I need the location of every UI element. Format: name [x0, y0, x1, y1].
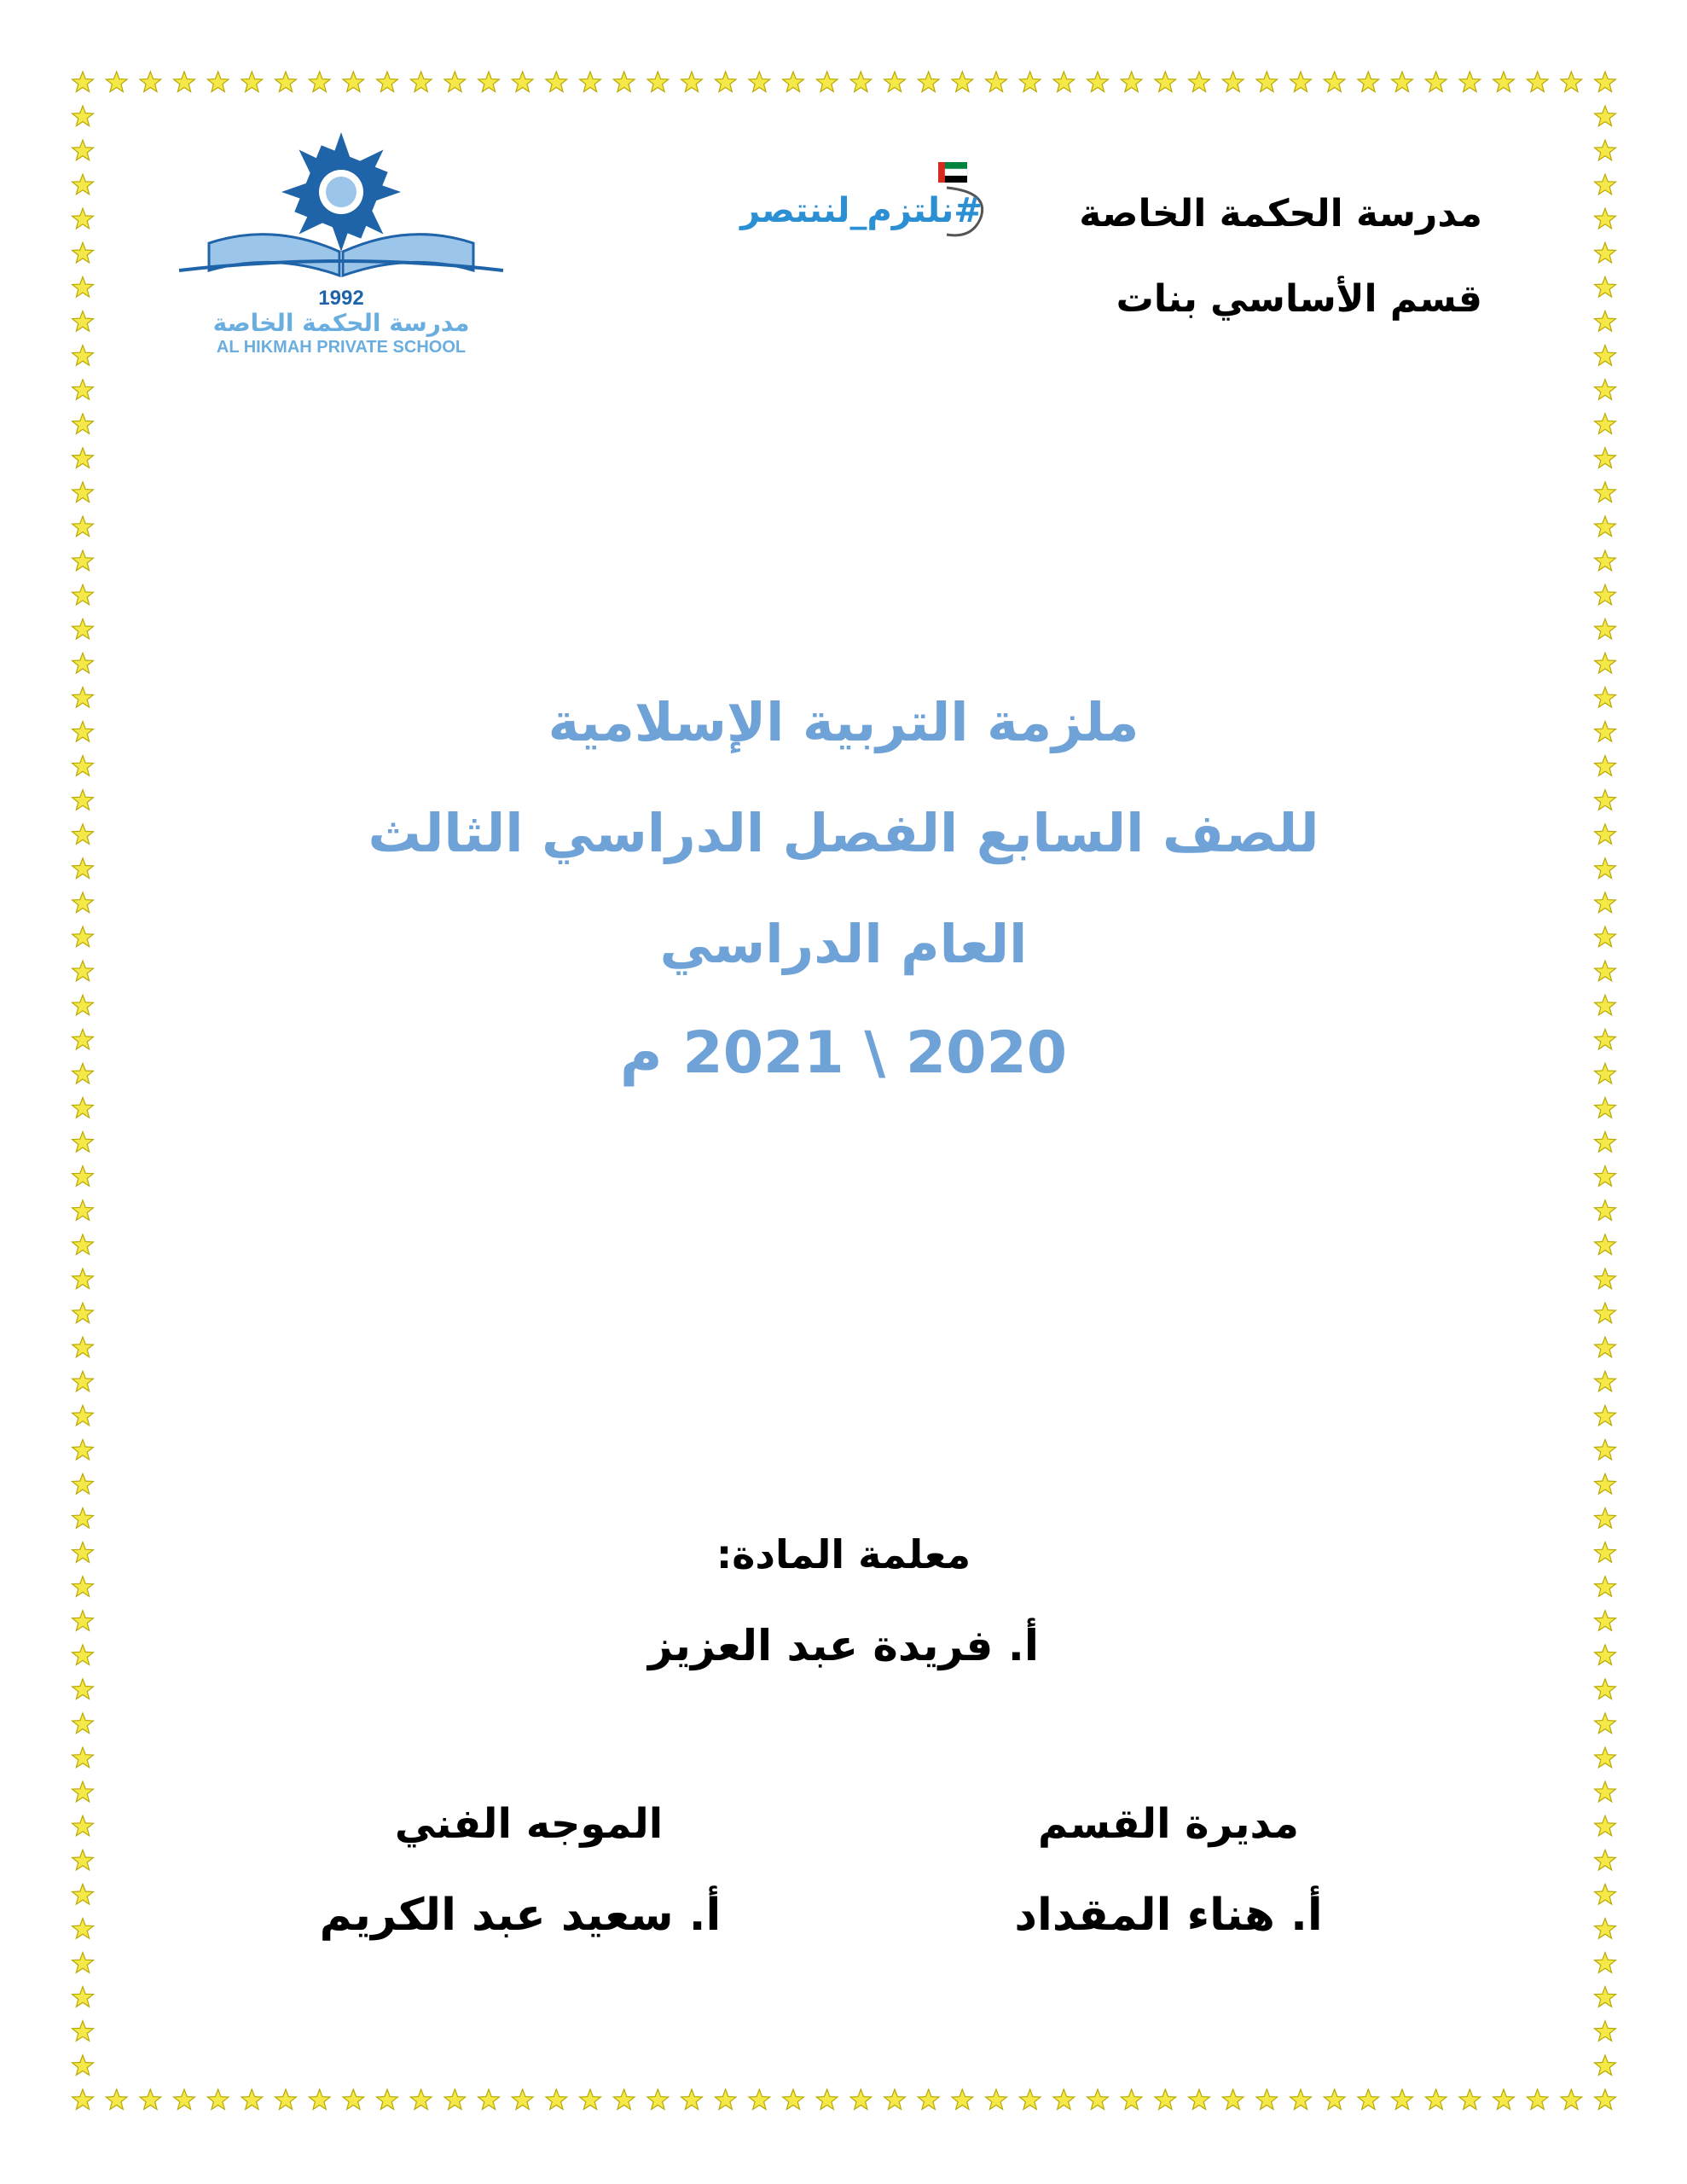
border-star-icon: [72, 1747, 94, 1768]
border-star-icon: [174, 72, 195, 92]
svg-text:1992: 1992: [318, 287, 364, 310]
border-star-icon: [681, 72, 703, 92]
border-star-icon: [1595, 1679, 1616, 1699]
border-star-icon: [106, 72, 127, 92]
border-star-icon: [512, 2089, 533, 2110]
department-name: قسم الأساسي بنات: [1116, 277, 1482, 321]
border-star-icon: [816, 72, 838, 92]
border-star-icon: [241, 72, 263, 92]
border-star-icon: [72, 208, 94, 229]
border-star-icon: [1189, 72, 1210, 92]
border-star-icon: [72, 414, 94, 434]
border-star-icon: [1595, 1166, 1616, 1187]
border-star-icon: [478, 2089, 500, 2110]
border-star-icon: [1595, 1815, 1616, 1836]
border-star-icon: [884, 2089, 906, 2110]
border-star-icon: [715, 72, 736, 92]
border-star-icon: [72, 2089, 94, 2110]
border-star-icon: [1595, 516, 1616, 537]
svg-text:مدرسة الحكمة الخاصة: مدرسة الحكمة الخاصة: [212, 309, 470, 337]
border-star-icon: [72, 311, 94, 332]
border-star-icon: [1595, 653, 1616, 673]
border-star-icon: [275, 2089, 297, 2110]
border-star-icon: [72, 1953, 94, 1973]
border-star-icon: [72, 140, 94, 160]
border-star-icon: [1595, 1098, 1616, 1118]
border-star-icon: [850, 72, 872, 92]
border-star-icon: [444, 72, 466, 92]
border-star-icon: [1595, 1269, 1616, 1289]
supervisor-label: الموجه الفني: [394, 1800, 664, 1848]
border-star-icon: [1595, 2089, 1616, 2110]
border-star-icon: [1595, 346, 1616, 366]
border-star-icon: [1595, 1439, 1616, 1460]
border-star-icon: [1561, 72, 1582, 92]
border-star-icon: [1358, 72, 1379, 92]
school-logo: [145, 124, 537, 358]
border-star-icon: [1595, 72, 1616, 92]
border-star-icon: [1459, 72, 1481, 92]
border-star-icon: [1053, 72, 1075, 92]
border-star-icon: [1121, 2089, 1142, 2110]
border-star-icon: [1493, 2089, 1515, 2110]
border-star-icon: [72, 1815, 94, 1836]
border-star-icon: [613, 2089, 635, 2110]
border-star-icon: [1595, 414, 1616, 434]
border-star-icon: [512, 72, 533, 92]
border-star-icon: [1358, 2089, 1379, 2110]
border-star-icon: [309, 2089, 330, 2110]
border-star-icon: [1324, 2089, 1345, 2110]
border-star-icon: [478, 72, 500, 92]
border-star-icon: [986, 72, 1007, 92]
border-star-icon: [1392, 2089, 1413, 2110]
border-star-icon: [275, 72, 297, 92]
border-star-icon: [444, 2089, 466, 2110]
border-star-icon: [1459, 2089, 1481, 2110]
teacher-name: أ. فريدة عبد العزيز: [648, 1621, 1039, 1670]
border-star-icon: [410, 72, 432, 92]
border-star-icon: [1595, 1474, 1616, 1495]
border-star-icon: [377, 2089, 398, 2110]
border-star-icon: [1595, 1577, 1616, 1597]
border-star-icon: [918, 72, 939, 92]
border-star-icon: [783, 2089, 804, 2110]
border-star-icon: [1595, 242, 1616, 263]
border-star-icon: [72, 1132, 94, 1153]
border-star-icon: [207, 72, 229, 92]
border-star-icon: [647, 72, 669, 92]
border-star-icon: [72, 995, 94, 1015]
border-star-icon: [1595, 1987, 1616, 2007]
border-star-icon: [72, 242, 94, 263]
border-star-icon: [1595, 1953, 1616, 1973]
border-star-icon: [1595, 995, 1616, 1015]
border-star-icon: [72, 174, 94, 195]
border-star-icon: [1595, 584, 1616, 605]
title-line-2: للصف السابع الفصل الدراسي الثالث: [368, 802, 1319, 864]
border-star-icon: [72, 106, 94, 126]
border-star-icon: [1595, 482, 1616, 502]
border-star-icon: [1595, 2055, 1616, 2076]
border-star-icon: [1595, 1337, 1616, 1357]
border-star-icon: [1493, 72, 1515, 92]
school-name: مدرسة الحكمة الخاصة: [1079, 192, 1482, 235]
border-star-icon: [1595, 1850, 1616, 1870]
border-star-icon: [1155, 72, 1176, 92]
svg-text:#نلتزم_لننتصر: #نلتزم_لننتصر: [740, 191, 983, 230]
border-star-icon: [613, 72, 635, 92]
border-star-icon: [140, 72, 161, 92]
border-star-icon: [580, 2089, 601, 2110]
border-star-icon: [1595, 1781, 1616, 1802]
border-star-icon: [72, 2021, 94, 2042]
svg-text:AL HIKMAH PRIVATE SCHOOL: AL HIKMAH PRIVATE SCHOOL: [216, 338, 467, 357]
border-star-icon: [72, 277, 94, 298]
border-star-icon: [72, 1850, 94, 1870]
border-star-icon: [1595, 1885, 1616, 1905]
border-star-icon: [72, 516, 94, 537]
border-star-icon: [1561, 2089, 1582, 2110]
border-star-icon: [106, 2089, 127, 2110]
border-star-icon: [72, 1200, 94, 1221]
border-star-icon: [1256, 2089, 1278, 2110]
border-star-icon: [681, 2089, 703, 2110]
head-name: أ. هناء المقداد: [1014, 1890, 1323, 1941]
border-star-icon: [1595, 1371, 1616, 1391]
border-star-icon: [884, 72, 906, 92]
border-star-icon: [1595, 140, 1616, 160]
border-star-icon: [343, 2089, 364, 2110]
border-star-icon: [72, 1166, 94, 1187]
border-star-icon: [1222, 72, 1244, 92]
border-star-icon: [1595, 1234, 1616, 1255]
border-star-icon: [546, 72, 567, 92]
border-star-icon: [72, 1098, 94, 1118]
border-star-icon: [1595, 2021, 1616, 2042]
border-star-icon: [72, 72, 94, 92]
border-star-icon: [1595, 1405, 1616, 1426]
border-star-icon: [1019, 72, 1041, 92]
border-star-icon: [1155, 2089, 1176, 2110]
border-star-icon: [1222, 2089, 1244, 2110]
border-star-icon: [1595, 1303, 1616, 1323]
border-star-icon: [1595, 380, 1616, 400]
academic-year: 2020 \ 2021 م: [619, 1019, 1068, 1087]
border-star-icon: [72, 1303, 94, 1323]
border-star-icon: [72, 1679, 94, 1699]
border-star-icon: [1392, 72, 1413, 92]
border-star-icon: [410, 2089, 432, 2110]
border-star-icon: [986, 2089, 1007, 2110]
border-star-icon: [749, 2089, 770, 2110]
flag-icon: [938, 162, 967, 183]
border-star-icon: [72, 1474, 94, 1495]
border-star-icon: [952, 2089, 973, 2110]
border-star-icon: [546, 2089, 567, 2110]
border-star-icon: [1595, 1747, 1616, 1768]
border-star-icon: [1425, 72, 1446, 92]
border-star-icon: [309, 72, 330, 92]
border-star-icon: [850, 2089, 872, 2110]
border-star-icon: [1290, 72, 1312, 92]
border-star-icon: [72, 1508, 94, 1529]
border-star-icon: [1290, 2089, 1312, 2110]
border-star-icon: [207, 2089, 229, 2110]
border-star-icon: [72, 448, 94, 468]
supervisor-name: أ. سعيد عبد الكريم: [319, 1890, 722, 1941]
border-star-icon: [72, 380, 94, 400]
border-star-icon: [72, 482, 94, 502]
border-star-icon: [749, 72, 770, 92]
border-star-icon: [72, 1713, 94, 1734]
border-star-icon: [1425, 2089, 1446, 2110]
border-star-icon: [1595, 448, 1616, 468]
border-star-icon: [72, 1234, 94, 1255]
border-star-icon: [952, 72, 973, 92]
border-star-icon: [72, 1269, 94, 1289]
border-star-icon: [1595, 1919, 1616, 1939]
border-star-icon: [140, 2089, 161, 2110]
border-star-icon: [1087, 2089, 1109, 2110]
teacher-label: معلمة المادة:: [716, 1531, 971, 1577]
border-star-icon: [72, 1919, 94, 1939]
border-star-icon: [1595, 277, 1616, 298]
border-star-icon: [72, 1781, 94, 1802]
border-star-icon: [1595, 892, 1616, 913]
border-star-icon: [72, 550, 94, 571]
border-star-icon: [783, 72, 804, 92]
border-star-icon: [1595, 550, 1616, 571]
campaign-logo: [733, 154, 1015, 256]
border-star-icon: [72, 2055, 94, 2076]
border-star-icon: [1256, 72, 1278, 92]
border-star-icon: [241, 2089, 263, 2110]
border-star-icon: [715, 2089, 736, 2110]
border-star-icon: [72, 1439, 94, 1460]
border-star-icon: [72, 1885, 94, 1905]
border-star-icon: [816, 2089, 838, 2110]
border-star-icon: [1189, 2089, 1210, 2110]
border-star-icon: [72, 1987, 94, 2007]
border-star-icon: [1019, 2089, 1041, 2110]
border-star-icon: [1595, 1200, 1616, 1221]
border-star-icon: [72, 756, 94, 776]
title-line-3: العام الدراسي: [659, 913, 1028, 975]
border-star-icon: [1595, 1132, 1616, 1153]
border-star-icon: [72, 584, 94, 605]
border-star-icon: [1595, 311, 1616, 332]
border-star-icon: [1324, 72, 1345, 92]
border-star-icon: [72, 1371, 94, 1391]
border-star-icon: [1595, 208, 1616, 229]
border-star-icon: [72, 619, 94, 639]
border-star-icon: [1053, 2089, 1075, 2110]
border-star-icon: [72, 653, 94, 673]
border-star-icon: [1595, 1713, 1616, 1734]
border-star-icon: [174, 2089, 195, 2110]
emblem-icon: [281, 132, 401, 252]
title-line-1: ملزمة التربية الإسلامية: [548, 691, 1139, 753]
border-star-icon: [72, 892, 94, 913]
border-star-icon: [1527, 72, 1548, 92]
border-star-icon: [1595, 619, 1616, 639]
border-star-icon: [1087, 72, 1109, 92]
border-star-icon: [918, 2089, 939, 2110]
border-star-icon: [72, 346, 94, 366]
border-star-icon: [1595, 174, 1616, 195]
border-star-icon: [580, 72, 601, 92]
border-star-icon: [1527, 2089, 1548, 2110]
border-star-icon: [72, 1337, 94, 1357]
border-star-icon: [343, 72, 364, 92]
head-label: مديرة القسم: [1038, 1800, 1299, 1848]
border-star-icon: [647, 2089, 669, 2110]
border-star-icon: [1121, 72, 1142, 92]
border-star-icon: [72, 1577, 94, 1597]
border-star-icon: [377, 72, 398, 92]
border-star-icon: [1595, 1508, 1616, 1529]
border-star-icon: [72, 1405, 94, 1426]
border-star-icon: [1595, 756, 1616, 776]
border-star-icon: [1595, 106, 1616, 126]
